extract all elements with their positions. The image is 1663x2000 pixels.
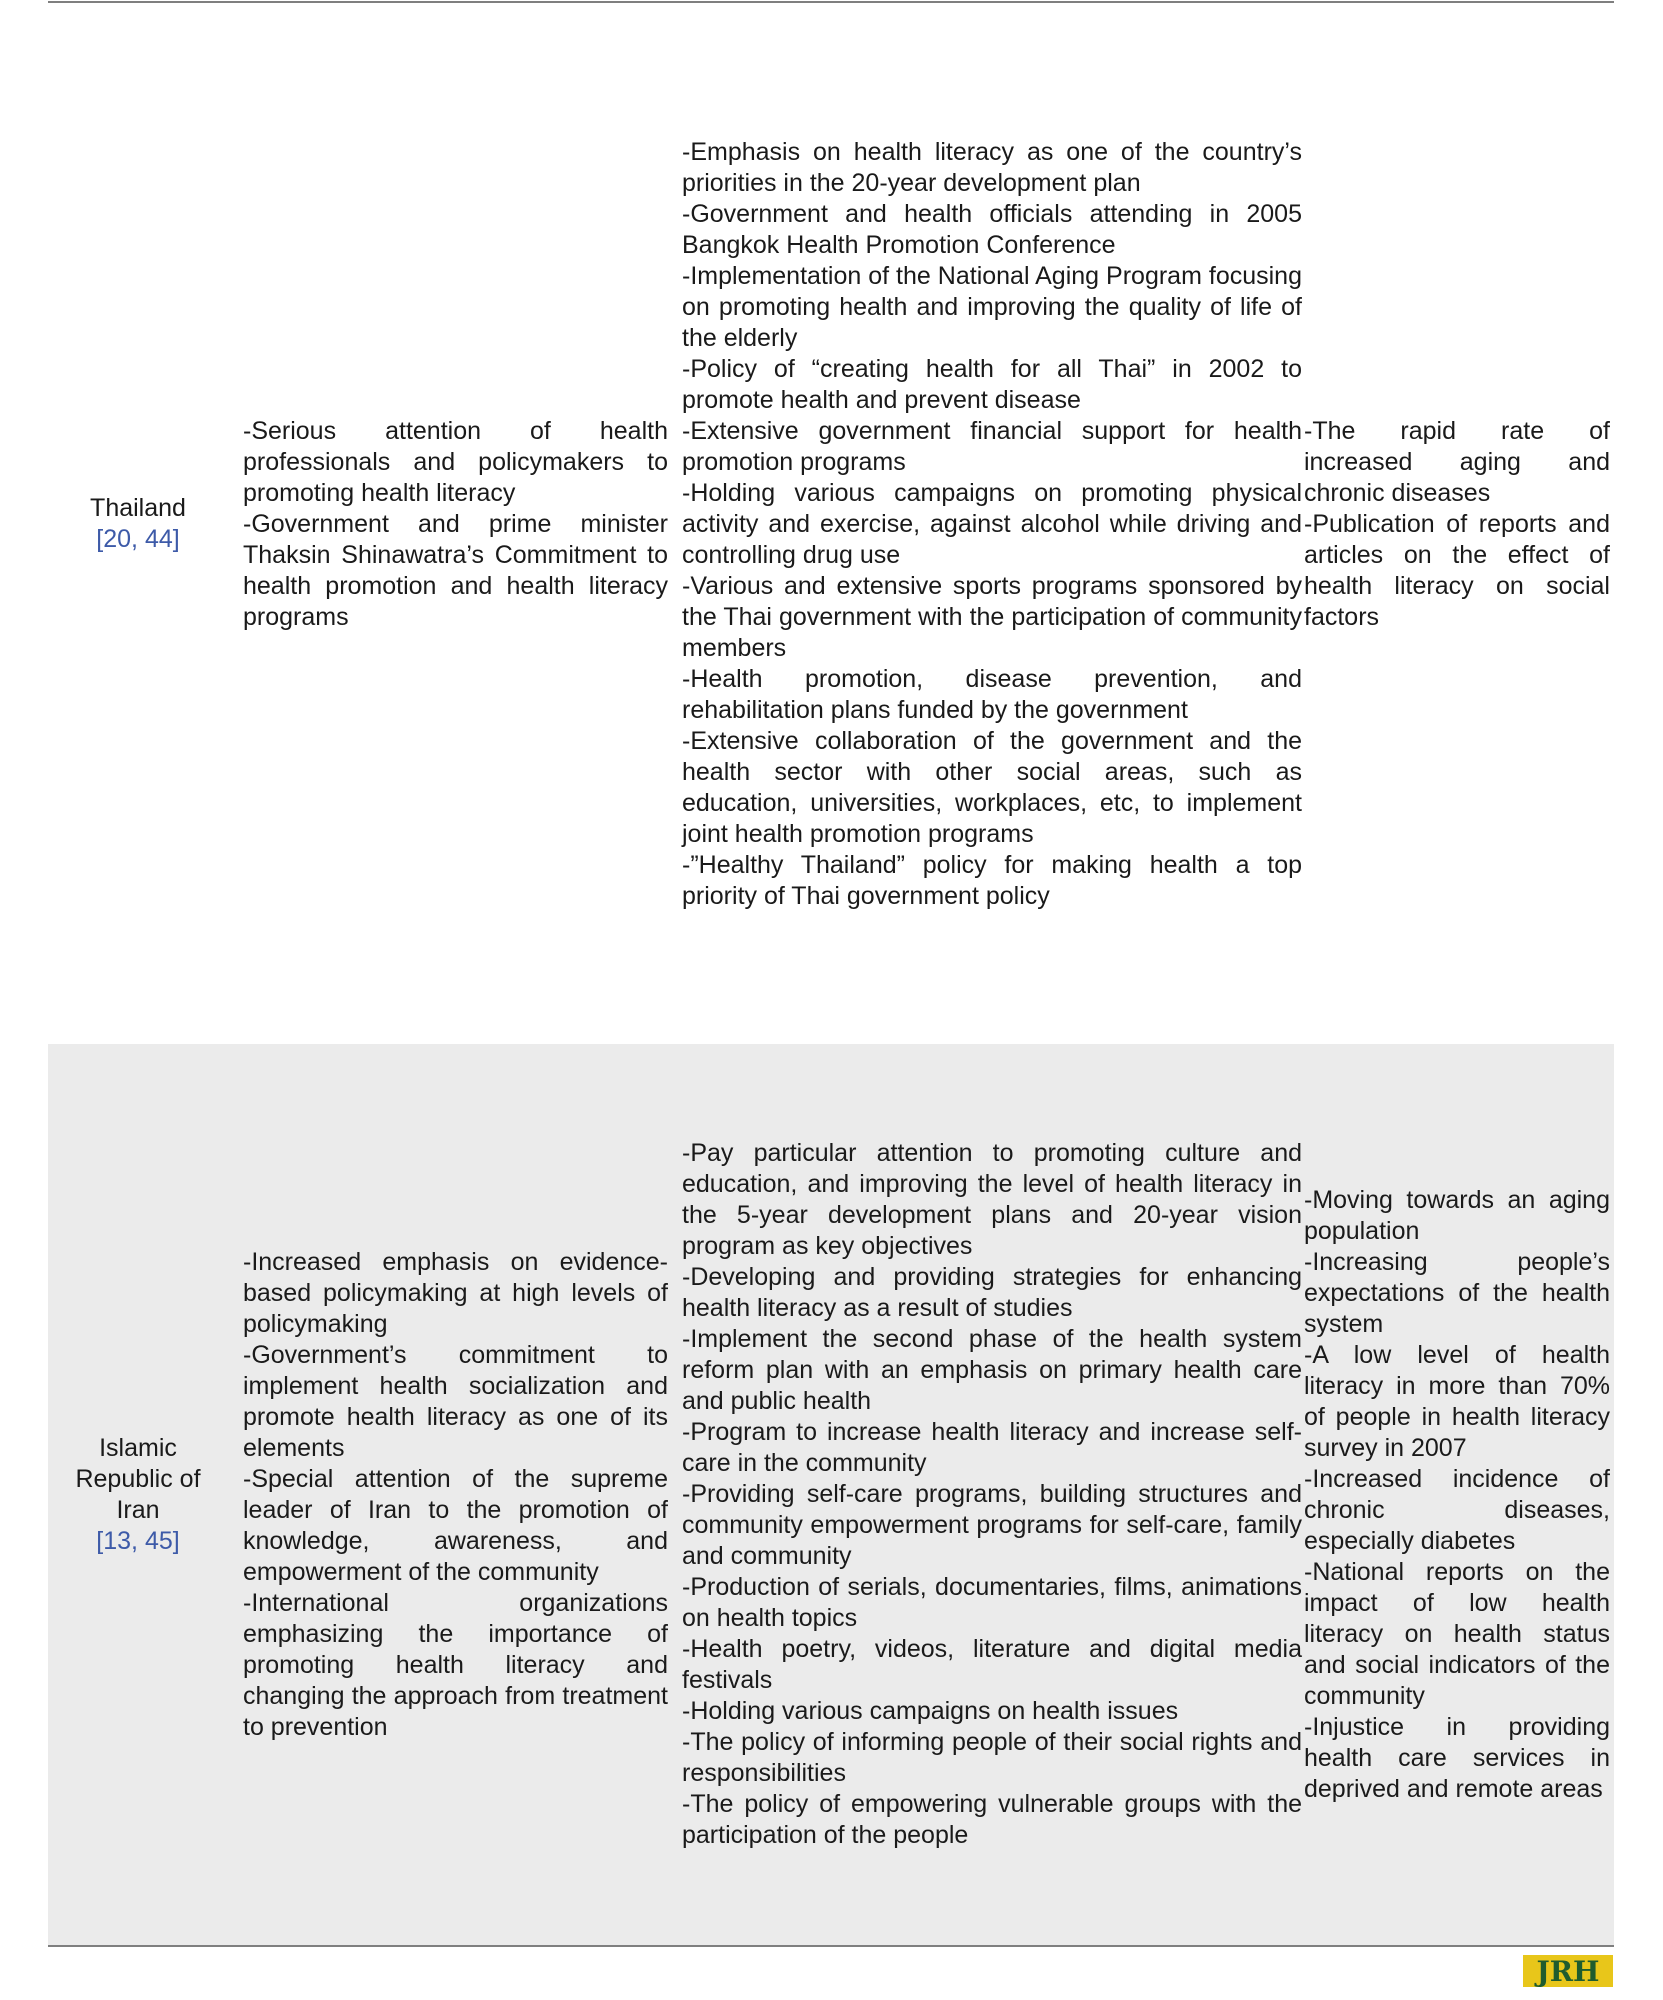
list-item: -Moving towards an aging population [1304, 1185, 1610, 1245]
logo-lettering: JRH [1536, 1955, 1600, 1987]
list-item: -Extensive government financial support for health promotion programs [682, 416, 1302, 476]
list-item: -A low level of health literacy in more than 70% of people in health literacy survey in 2007 [1304, 1340, 1610, 1462]
list-item: -Holding various campaigns on health issues [682, 1697, 1179, 1725]
list-item: -Government and health officials attending in 2005 Bangkok Health Promotion Conference [682, 199, 1302, 259]
list-item: -Various and extensive sports programs sponsored by the Thai government with the participation of community members [682, 571, 1302, 662]
table-row-iran [48, 1044, 1614, 1945]
list-item: -Extensive collaboration of the government and the health sector with other social areas, such as education, universities, workplaces, etc, to implement joint health promotion programs [682, 726, 1302, 848]
list-item: -Increased emphasis on evidence-based policymaking at high levels of policymaking [243, 1247, 668, 1338]
list-item: -Production of serials, documentaries, films, animations on health topics [682, 1573, 1302, 1632]
top-rule [48, 1, 1614, 3]
factors-cell [243, 1044, 668, 1945]
list-item: -Implement the second phase of the health system reform plan with an emphasis on primary health care and public health [682, 1325, 1302, 1415]
list-item: -The policy of informing people of their social rights and responsibilities [682, 1728, 1302, 1787]
list-item: -Health poetry, videos, literature and digital media festivals [682, 1635, 1302, 1694]
context-cell [1304, 4, 1610, 1044]
list-item: -Special attention of the supreme leader of Iran to the promotion of knowledge, awareness, and empowerment of the community [243, 1464, 668, 1586]
list-item: -”Healthy Thailand” policy for making health a top priority of Thai government policy [682, 850, 1302, 910]
list-item: -Implementation of the National Aging Program focusing on promoting health and improving the quality of life of the elderly [682, 261, 1302, 352]
list-item: -Developing and providing strategies for enhancing health literacy as a result of studies [682, 1263, 1302, 1322]
list-item: -Increasing people’s expectations of the health system [1304, 1247, 1610, 1338]
list-item: -The rapid rate of increased aging and chronic diseases [1304, 416, 1610, 507]
list-item: -Pay particular attention to promoting culture and education, and improving the level of health literacy in the 5-year development plans and 20-year vision program as key objectives [682, 1139, 1302, 1260]
list-item: -Government’s commitment to implement health socialization and promote health literacy as one of its elements [243, 1340, 668, 1462]
list-item: -Policy of “creating health for all Thai” in 2002 to promote health and prevent disease [682, 354, 1302, 414]
list-item: -Emphasis on health literacy as one of the country’s priorities in the 20-year development plan [682, 137, 1302, 197]
context-cell [1304, 1044, 1610, 1945]
list-item: -Holding various campaigns on promoting physical activity and exercise, against alcohol while driving and controlling drug use [682, 478, 1302, 569]
policies-cell [682, 1044, 1302, 1945]
country-cell [48, 1044, 228, 1945]
country-cell [48, 4, 228, 1044]
reference-link[interactable]: [13, 45] [96, 1526, 180, 1555]
list-item: -Injustice in providing health care services in deprived and remote areas [1304, 1712, 1610, 1803]
list-item: -National reports on the impact of low health literacy on health status and social indicators of the community [1304, 1557, 1610, 1710]
list-item: -Program to increase health literacy and increase self-care in the community [682, 1418, 1302, 1477]
table-row-thailand [48, 4, 1614, 1044]
country-name: Thailand [90, 494, 186, 522]
list-item: -Publication of reports and articles on the effect of health literacy on social factors [1304, 509, 1610, 631]
list-item: -International organizations emphasizing the importance of promoting health literacy and changing the approach from treatment to prevention [243, 1588, 668, 1741]
list-item: -The policy of empowering vulnerable groups with the participation of the people [682, 1790, 1302, 1849]
bottom-rule [48, 1945, 1614, 1947]
journal-logo [1523, 1955, 1613, 1987]
policies-cell [682, 4, 1302, 1044]
factors-cell [243, 4, 668, 1044]
list-item: -Health promotion, disease prevention, and rehabilitation plans funded by the government [682, 664, 1302, 724]
list-item: -Providing self-care programs, building structures and community empowerment programs for self-care, family and community [682, 1480, 1302, 1570]
country-name: Islamic Republic of Iran [75, 1433, 201, 1524]
reference-link[interactable]: [20, 44] [96, 525, 180, 553]
list-item: -Serious attention of health professionals and policymakers to promoting health literacy [243, 416, 668, 507]
list-item: -Government and prime minister Thaksin Shinawatra’s Commitment to health promotion and health literacy programs [243, 509, 668, 631]
list-item: -Increased incidence of chronic diseases, especially diabetes [1304, 1464, 1610, 1555]
